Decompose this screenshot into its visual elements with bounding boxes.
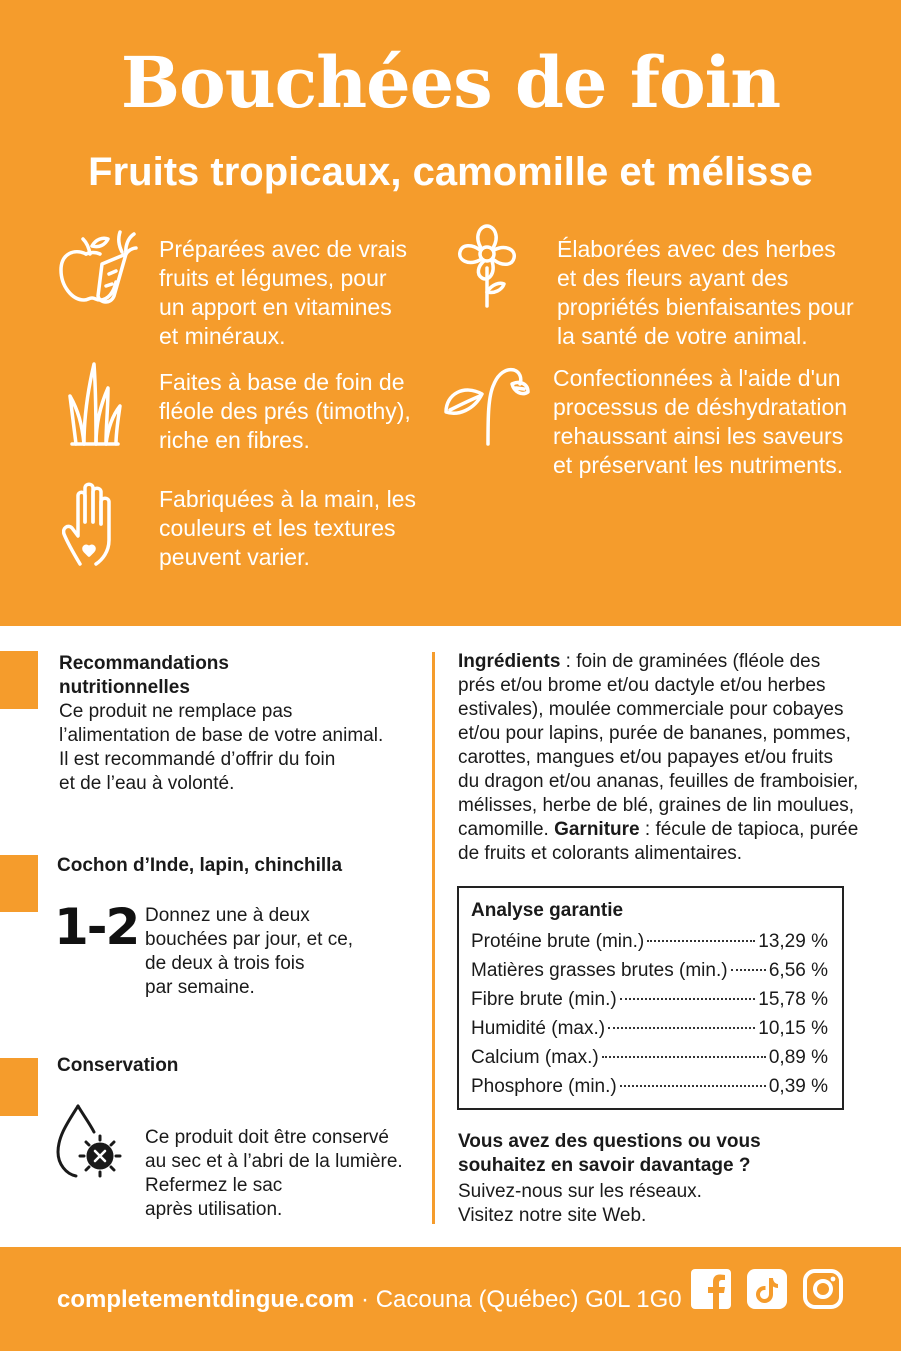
drying-leaves-icon <box>442 362 532 448</box>
recommendations-body: Ce produit ne remplace pas l’alimentation de base de votre animal. Il est recommandé d’offrir du foin et de l’eau à volonté. <box>59 701 384 794</box>
instagram-icon[interactable] <box>802 1268 844 1310</box>
hay-grass-icon <box>68 362 122 446</box>
garnish-label: Garniture <box>554 819 640 840</box>
contact-heading: Vous avez des questions ou vous souhaitez en savoir davantage ? <box>458 1131 761 1176</box>
analysis-title: Analyse garantie <box>471 900 624 921</box>
table-row: Phosphore (min.) 0,39 % <box>471 1076 828 1097</box>
dosage-body: Donnez une à deux bouchées par jour, et ce, de deux à trois fois par semaine. <box>145 905 354 998</box>
feature-handmade-text: Fabriquées à la main, les couleurs et les textures peuvent varier. <box>159 486 416 570</box>
ingredients-label: Ingrédients <box>458 651 561 672</box>
flower-icon <box>456 222 518 308</box>
feature-herbs-text: Élaborées avec des herbes et des fleurs ayant des propriétés bienfaisantes pour la santé de votre animal. <box>557 236 854 349</box>
table-row: Matières grasses brutes (min.) 6,56 % <box>471 960 828 981</box>
conservation-heading: Conservation <box>57 1055 179 1076</box>
recommendations-heading: Recommandations nutritionnelles <box>59 653 229 698</box>
section-marker-conservation <box>0 1058 38 1116</box>
dry-no-sun-icon <box>54 1104 130 1184</box>
table-row: Calcium (max.) 0,89 % <box>471 1047 828 1068</box>
product-subtitle: Fruits tropicaux, camomille et mélisse <box>88 150 813 194</box>
footer <box>0 1247 901 1351</box>
footer-info: completementdingue.com · Cacouna (Québec) G0L 1G0 <box>57 1286 682 1313</box>
ingredients-block: Ingrédients : foin de graminées (fléole des prés et/ou brome et/ou dactyle et/ou herbes estivales), moulée commerciale pour cobayes et/ou pour lapins, purée de bananes, pommes, carottes, mangues et/ou papayes et/ou fruits du dragon et/ou ananas, feuilles de framboisier, mélisses, herbe de blé, graines de lin moulues, camomille. Garniture : fécule de tapioca, purée de fruits et colorants alimentaires. <box>458 651 859 864</box>
address: Cacouna (Québec) G0L 1G0 <box>375 1286 682 1313</box>
guaranteed-analysis-table <box>457 886 844 1110</box>
column-divider <box>432 652 435 1224</box>
tiktok-icon[interactable] <box>746 1268 788 1310</box>
header-panel <box>0 0 901 626</box>
dosage-amount: 1-2 <box>54 898 139 956</box>
facebook-icon[interactable] <box>690 1268 732 1310</box>
contact-body: Suivez-nous sur les réseaux. Visitez notre site Web. <box>458 1181 702 1226</box>
table-row: Protéine brute (min.) 13,29 % <box>471 931 828 952</box>
table-row: Humidité (max.) 10,15 % <box>471 1018 828 1039</box>
dosage-heading: Cochon d’Inde, lapin, chinchilla <box>57 855 343 876</box>
feature-fruits-text: Préparées avec de vrais fruits et légumes, pour un apport en vitamines et minéraux. <box>159 236 408 349</box>
handmade-hand-icon <box>62 482 122 566</box>
feature-hay-text: Faites à base de foin de fléole des prés (timothy), riche en fibres. <box>159 369 411 453</box>
feature-dehydration-text: Confectionnées à l'aide d'un processus de déshydratation rehaussant ainsi les saveurs et préservant les nutriments. <box>553 365 848 478</box>
website-link[interactable]: completementdingue.com <box>57 1286 355 1313</box>
table-row: Fibre brute (min.) 15,78 % <box>471 989 828 1010</box>
fruits-vegetables-icon <box>56 224 138 308</box>
section-marker-recommendations <box>0 651 38 709</box>
conservation-body: Ce produit doit être conservé au sec et à l’abri de la lumière. Refermez le sac après utilisation. <box>145 1127 403 1220</box>
product-title: Bouchées de foin <box>120 41 781 124</box>
section-marker-dosage <box>0 855 38 912</box>
